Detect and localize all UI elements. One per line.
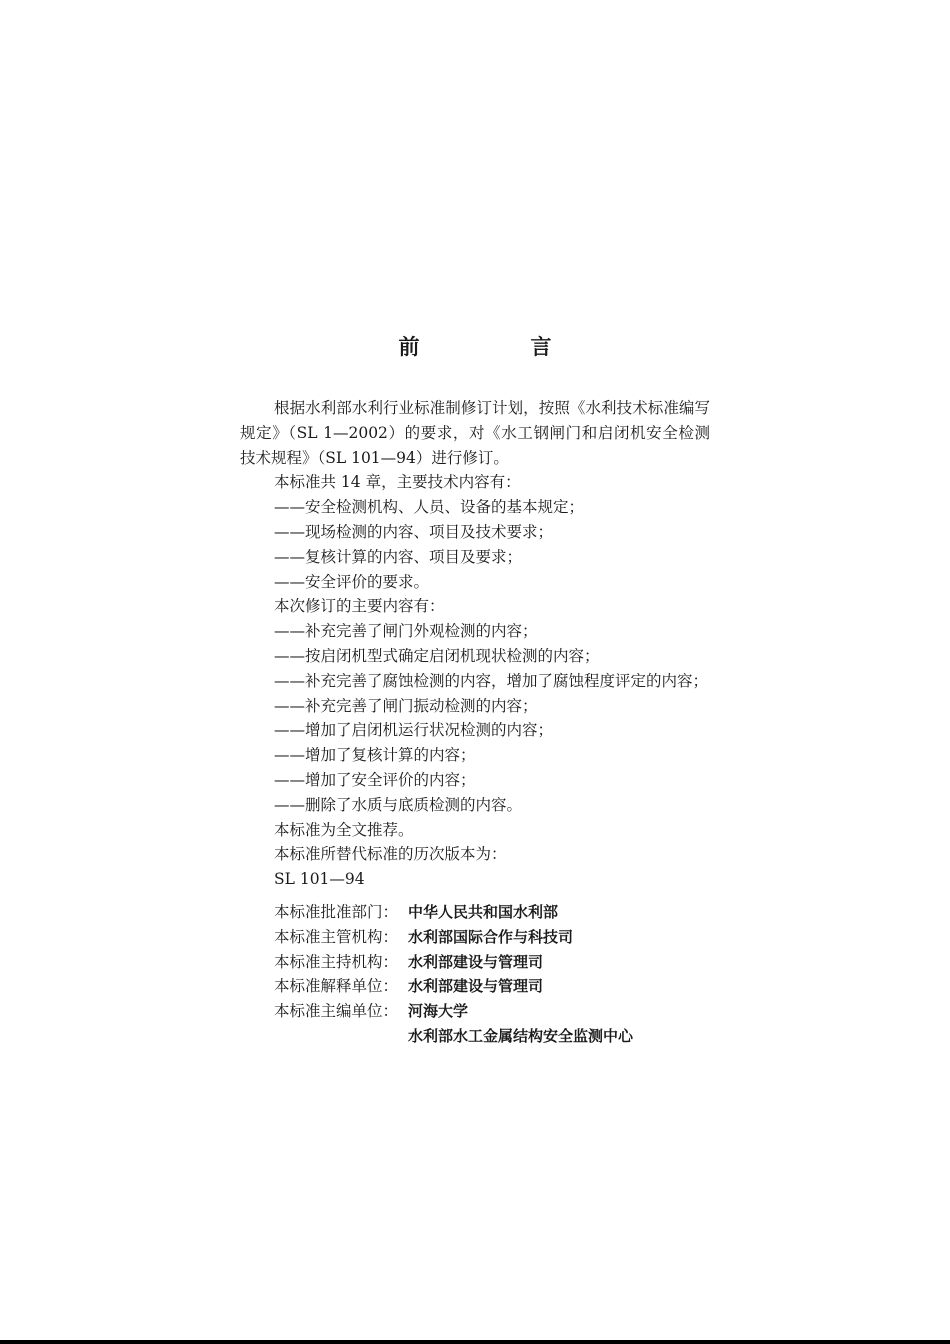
competent-row [274,925,633,950]
chapter-item: ——复核计算的内容、项目及要求； [274,547,523,566]
chapter-item: ——现场检测的内容、项目及技术要求； [274,522,554,541]
host-label: 本标准主持机构： [274,952,399,971]
revision-item: ——补充完善了闸门外观检测的内容； [274,622,538,641]
interpret-row [274,974,633,999]
editor-label-spacer [274,1024,408,1049]
competent-label: 本标准主管机构： [274,927,399,946]
approve-label: 本标准批准部门： [274,903,399,921]
recommendation-line: 本标准为全文推荐。 [274,820,414,839]
editor-value-1: 河海大学 [408,1002,469,1021]
history-intro: 本标准所替代标准的历次版本为： [274,845,507,864]
history-version: SL 101—94 [274,870,365,889]
competent-value: 水利部国际合作与科技司 [408,927,574,946]
editor-row-continued [274,1024,633,1049]
revision-item: ——增加了复核计算的内容； [274,746,476,765]
editor-label: 本标准主编单位： [274,1002,399,1021]
chapter-item: ——安全检测机构、人员、设备的基本规定； [274,498,585,517]
interpret-label: 本标准解释单位： [274,977,399,996]
intro-paragraph: 根据水利部水利行业标准制修订计划，按照《水利技术标准编写规定》（SL 1—2002）的要求，对《水工钢闸门和启闭机安全检测技术规程》（SL 101—94）进行修订。 [240,399,710,467]
chapters-list [240,495,710,594]
standard-info-table [274,900,633,1049]
revisions-list [240,619,710,817]
host-value: 水利部建设与管理司 [408,952,544,971]
revision-item: ——补充完善了腐蚀检测的内容，增加了腐蚀程度评定的内容； [274,671,709,690]
page-title: 前 言 [398,335,597,359]
revisions-intro: 本次修订的主要内容有： [274,597,445,616]
approve-row [274,900,633,925]
bottom-rule [0,1340,950,1344]
host-row [274,950,633,975]
revision-item: ——删除了水质与底质检测的内容。 [274,795,523,814]
chapters-intro: 本标准共 14 章，主要技术内容有： [274,473,521,492]
revision-item: ——增加了安全评价的内容； [274,770,476,789]
chapter-item: ——安全评价的要求。 [274,572,430,591]
editor-value-2: 水利部水工金属结构安全监测中心 [408,1026,634,1045]
approve-value: 中华人民共和国水利部 [408,903,559,921]
revision-item: ——按启闭机型式确定启闭机现状检测的内容； [274,646,600,665]
revision-item: ——增加了启闭机运行状况检测的内容； [274,721,554,740]
interpret-value: 水利部建设与管理司 [408,977,544,996]
revision-item: ——补充完善了闸门振动检测的内容； [274,696,538,715]
editor-row [274,999,633,1024]
preface-body [240,396,710,892]
